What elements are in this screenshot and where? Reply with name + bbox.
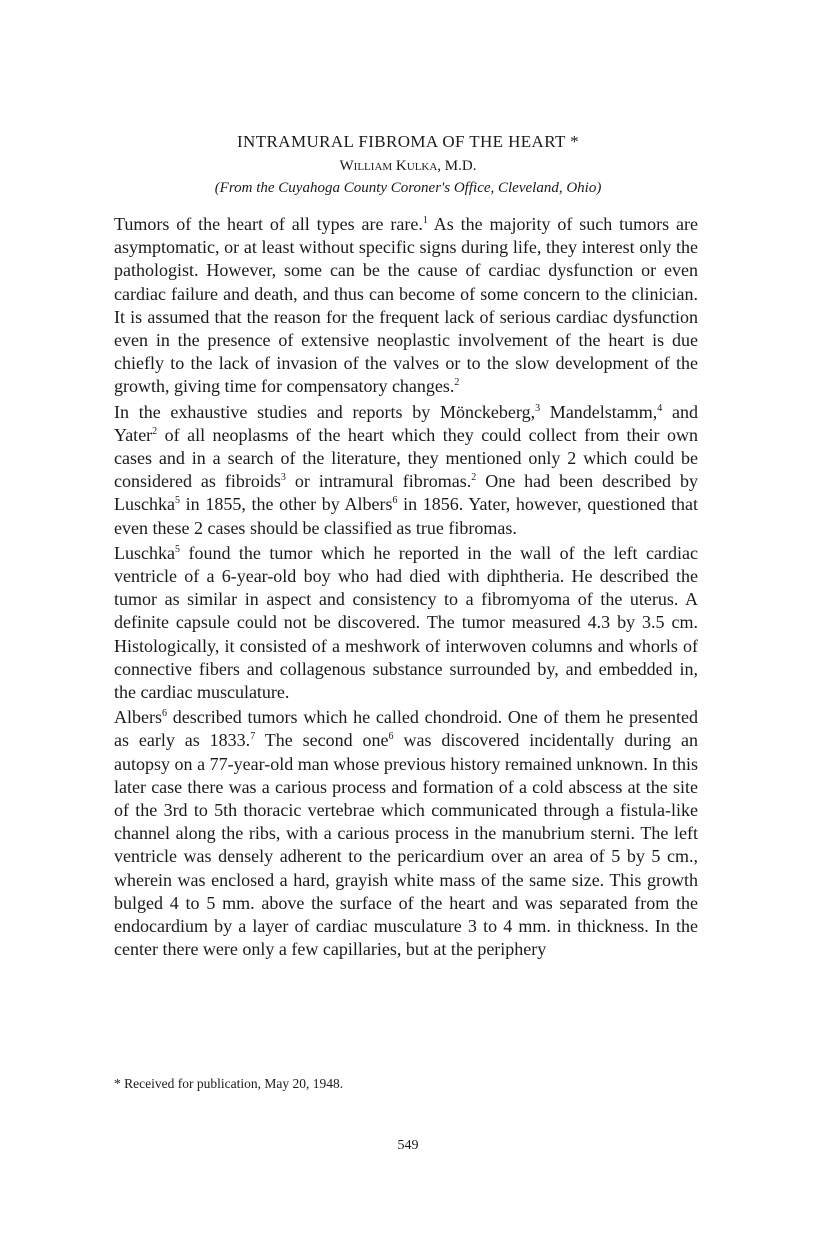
- reference-marker: 3: [280, 472, 286, 484]
- paragraph-text: and Yater: [114, 401, 699, 445]
- body-paragraph: [114, 706, 698, 961]
- reference-marker: 6: [388, 731, 394, 743]
- paragraph-text: The second one: [255, 730, 389, 751]
- paragraph-text: One had been described by Luschka: [114, 471, 698, 515]
- author-name: William Kulka, M.D.: [339, 158, 477, 174]
- paragraph-text: in 1855, the other by Albers: [179, 494, 393, 515]
- paragraph-text: Tumors of the heart of all types are rare.: [114, 214, 423, 234]
- reference-marker: 2: [152, 425, 158, 437]
- body-paragraph: [114, 401, 698, 540]
- paragraph-text: Luschka: [114, 542, 175, 563]
- article-title: [112, 131, 704, 153]
- paragraph-text: of all neoplasms of the heart which they could collect from their own cases and in a search of the literature, they mentioned only 2 which could be considered as fibroids: [114, 424, 698, 492]
- reference-marker: 7: [250, 731, 256, 743]
- paragraph-text: was discovered incidentally during an autopsy on a 77-year-old man whose previous history remained unknown. In this later case there was a carious process and formation of a cold abscess at the site of the 3rd to 5th thoracic vertebrae which communicated through a fistula-like channel along the ribs, with a carious process in the manubrium sterni. The left ventricle was densely adherent to the pericardium over an area of 5 by 5 cm., wherein was enclosed a hard, grayish white mass of the same size. This growth bulged 4 to 5 mm. above the surface of the heart and was separated from the endocardium by a layer of cardiac musculature 3 to 4 mm. in thickness. In the center there were only a few capillaries, but at the periphery: [114, 730, 698, 960]
- article-title-text: INTRAMURAL FIBROMA OF THE HEART: [237, 132, 566, 151]
- article-body: [114, 213, 698, 964]
- reference-marker: 5: [174, 543, 180, 555]
- author-affiliation: (From the Cuyahoga County Coroner's Office, Cleveland, Ohio): [214, 180, 602, 196]
- paragraph-text: or intramural fibromas.: [285, 471, 472, 492]
- title-footnote-mark: *: [570, 132, 579, 151]
- reference-marker: 3: [535, 402, 541, 414]
- body-paragraph: [114, 213, 698, 399]
- paragraph-text: In the exhaustive studies and reports by Mönckeberg,: [114, 401, 536, 422]
- paragraph-text: described tumors which he called chondroid. One of them he presented as early as 1833.: [114, 707, 698, 751]
- paragraph-text: Mandelstamm,: [540, 401, 658, 422]
- reference-marker: 6: [162, 708, 167, 720]
- paragraph-text: in 1856. Yater, however, questioned that even these 2 cases should be classified as true fibromas.: [114, 494, 698, 538]
- reference-marker: 5: [174, 495, 180, 507]
- paragraph-text: found the tumor which he reported in the wall of the left cardiac ventricle of a 6-year-old boy who had died with diphtheria. He described the tumor as similar in aspect and consistency to a fibromyoma of the uterus. A definite capsule could not be discovered. The tumor measured 4.3 by 3.5 cm. Histologically, it consisted of a meshwork of interwoven columns and whorls of connective fibers and collagenous substance surrounded by, and embedded in, the cardiac musculature.: [114, 542, 698, 703]
- body-paragraph: [114, 542, 698, 704]
- reference-marker: 2: [454, 377, 460, 389]
- reference-marker: 4: [657, 402, 663, 414]
- reference-marker: 1: [422, 215, 428, 226]
- paragraph-text: As the majority of such tumors are asymptomatic, or at least without specific signs during life, they interest only the pathologist. However, some can be the cause of cardiac dysfunction or even cardiac failure and death, and thus can become of some concern to the clinician. It is assumed that the reason for the frequent lack of serious cardiac dysfunction even in the presence of extensive neoplastic involvement of the heart is due chiefly to the lack of invasion of the valves or to the slow development of the growth, giving time for compensatory changes.: [114, 214, 698, 397]
- page-number: 549: [397, 1138, 419, 1153]
- paragraph-text: Albers: [114, 707, 162, 728]
- footnote: * Received for publication, May 20, 1948.: [114, 1076, 344, 1091]
- reference-marker: 6: [392, 495, 398, 507]
- reference-marker: 2: [471, 472, 477, 484]
